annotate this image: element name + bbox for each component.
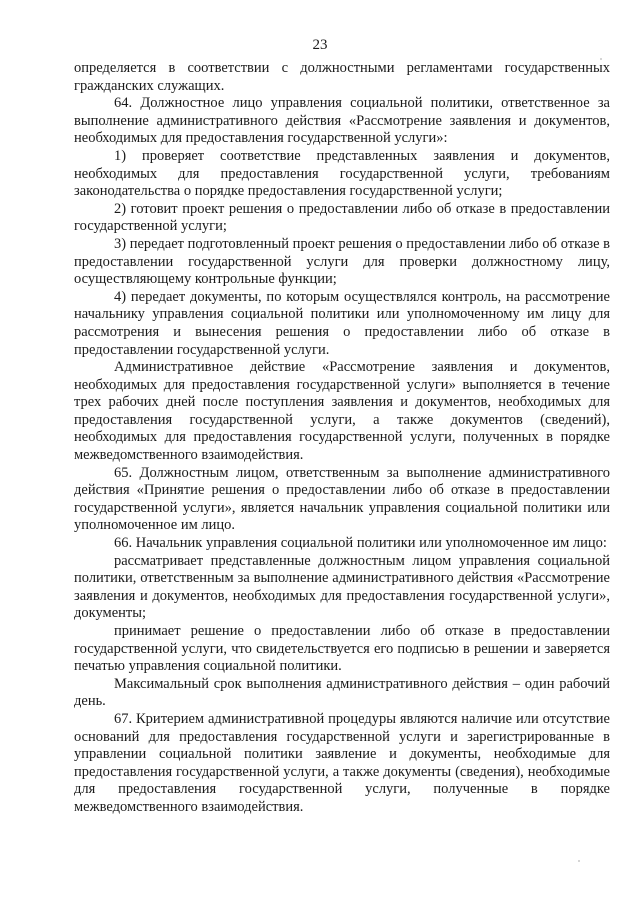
paragraph-item-65: 65. Должностным лицом, ответственным за выполнение административного действия «Принятие решения о предоставлении либо об отказе в предоставлении государственной услуги», является начальник управления социальной политики или уполномоченное им лицо. (74, 464, 610, 534)
paragraph-max-duration: Максимальный срок выполнения административного действия – один рабочий день. (74, 675, 610, 710)
paragraph-action-duration: Административное действие «Рассмотрение заявления и документов, необходимых для предоставления государственной услуги» выполняется в течение трех рабочих дней после поступления заявления и документов, необходимых для предоставления государственной услуги, а также документов (сведений), необходимых для предоставления государственной услуги, полученных в порядке межведомственного взаимодействия. (74, 359, 610, 464)
paragraph-item-64: 64. Должностное лицо управления социальной политики, ответственное за выполнение административного действия «Рассмотрение заявления и документов, необходимых для предоставления государственной услуги»: (74, 95, 610, 147)
paragraph-subitem-2: 2) готовит проект решения о предоставлении либо об отказе в предоставлении государственной услуги; (74, 200, 610, 235)
paragraph-continuation: определяется в соответствии с должностными регламентами государственных гражданских служащих. (74, 60, 610, 94)
paragraph-reviews: рассматривает представленные должностным лицом управления социальной политики, ответственным за выполнение административного действия «Рассмотрение заявления и документов, необходимых для предоставления государственной услуги», документы; (74, 552, 610, 622)
document-body (74, 60, 610, 817)
paragraph-subitem-3: 3) передает подготовленный проект решения о предоставлении либо об отказе в предоставлении государственной услуги для проверки должностному лицу, осуществляющему контрольные функции; (74, 235, 610, 288)
page-number: 23 (312, 37, 328, 53)
scan-speck (578, 860, 580, 862)
paragraph-item-67: 67. Критерием административной процедуры являются наличие или отсутствие оснований для предоставления государственной услуги и зарегистрированные в управлении социальной политики заявление и документы, необходимые для предоставления государственной услуги, а также документы (сведения), необходимые для предоставления государственной услуги, полученные в порядке межведомственного взаимодействия. (74, 710, 610, 815)
paragraph-item-66: 66. Начальник управления социальной политики или уполномоченное им лицо: (114, 535, 607, 552)
paragraph-subitem-4: 4) передает документы, по которым осуществлялся контроль, на рассмотрение начальнику управления социальной политики или уполномоченному им лицу для рассмотрения и вынесения решения о предоставлении либо об отказе в предоставлении государственной услуги. (74, 288, 610, 358)
scan-speck (600, 58, 602, 60)
paragraph-subitem-1: 1) проверяет соответствие представленных заявления и документов, необходимых для предоставления государственной услуги, требованиям законодательства о порядке предоставления государственной услуги; (74, 147, 610, 200)
paragraph-decides: принимает решение о предоставлении либо об отказе в предоставлении государственной услуги, что свидетельствуется его подписью в решении и заверяется печатью управления социальной политики. (74, 623, 610, 675)
